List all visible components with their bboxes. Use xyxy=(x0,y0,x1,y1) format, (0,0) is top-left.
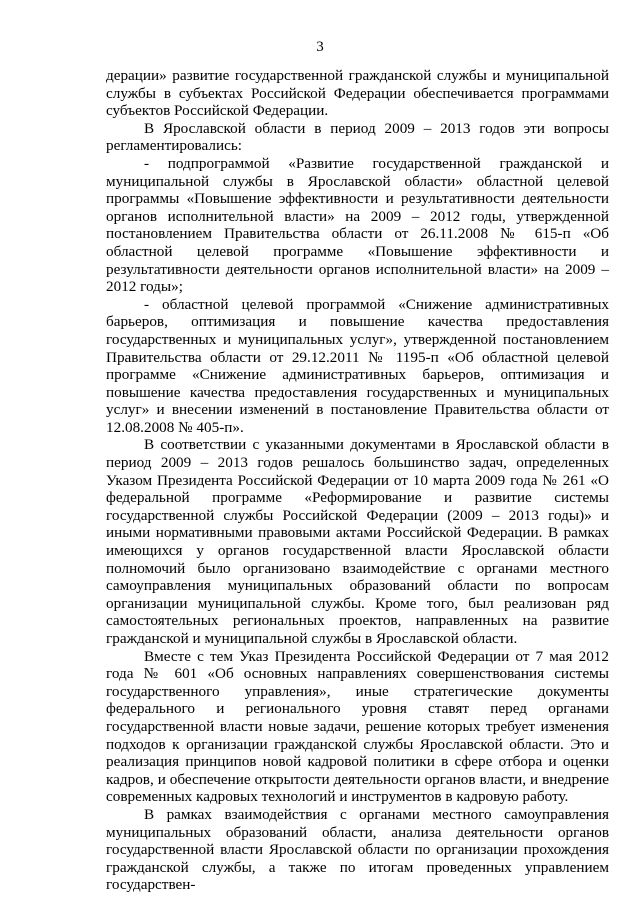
paragraph-1: дерации» развитие государственной гражданской службы и муниципальной службы в субъектах Российской Федерации обеспечивается программами субъектов Российской Федерации. xyxy=(106,67,609,120)
paragraph-6: Вместе с тем Указ Президента Российской Федерации от 7 мая 2012 года № 601 «Об основных направлениях совершенствования системы государственного управления», иные стратегические документы федерального и регионального уровня ставят перед органами государственной власти новые задачи, решение которых требует изменения подходов к организации гражданской службы Ярославской области. Это и реализация принципов новой кадровой политики в сфере отбора и оценки кадров, и обеспечение открытости деятельности органов власти, и внедрение современных кадровых технологий и инструментов в кадровую работу. xyxy=(106,647,609,806)
paragraph-5: В соответствии с указанными документами в Ярославской области в период 2009 – 2013 годов решалось большинство задач, определенных Указом Президента Российской Федерации от 10 марта 2009 года № 261 «О федеральной программе «Реформирование и развитие системы государственной службы Российской Федерации (2009 – 2013 годы)» и иными нормативными правовыми актами Российской Федерации. В рамках имеющихся у органов государственной власти Ярославской области полномочий было организовано взаимодействие с органами местного самоуправления муниципальных образований области по вопросам организации муниципальной службы. Кроме того, был реализован ряд самостоятельных региональных проектов, направленных на развитие гражданской и муниципальной службы в Ярославской области. xyxy=(106,436,609,647)
paragraph-2: В Ярославской области в период 2009 – 2013 годов эти вопросы регламентировались: xyxy=(106,119,609,155)
page-number: 3 xyxy=(316,39,324,55)
document-body xyxy=(106,67,609,894)
paragraph-7: В рамках взаимодействия с органами местного самоуправления муниципальных образований области, анализа деятельности органов государственной власти Ярославской области по организации прохождения гражданской службы, а также по итогам проведенных управлением государствен- xyxy=(106,805,609,894)
paragraph-3: - подпрограммой «Развитие государственной гражданской и муниципальной службы в Ярославской области» областной целевой программы «Повышение эффективности и результативности деятельности органов исполнительной власти» на 2009 – 2012 годы, утвержденной постановлением Правительства области от 26.11.2008 № 615-п «Об областной целевой программе «Повышение эффективности и результативности деятельности органов исполнительной власти» на 2009 – 2012 годы»; xyxy=(106,154,609,296)
paragraph-4: - областной целевой программой «Снижение административных барьеров, оптимизация и повышение качества предоставления государственных и муниципальных услуг», утвержденной постановлением Правительства области от 29.12.2011 № 1195-п «Об областной целевой программе «Снижение административных барьеров, оптимизация и повышение качества предоставления государственных и муниципальных услуг» и внесении изменений в постановление Правительства области от 12.08.2008 № 405-п». xyxy=(106,295,609,436)
